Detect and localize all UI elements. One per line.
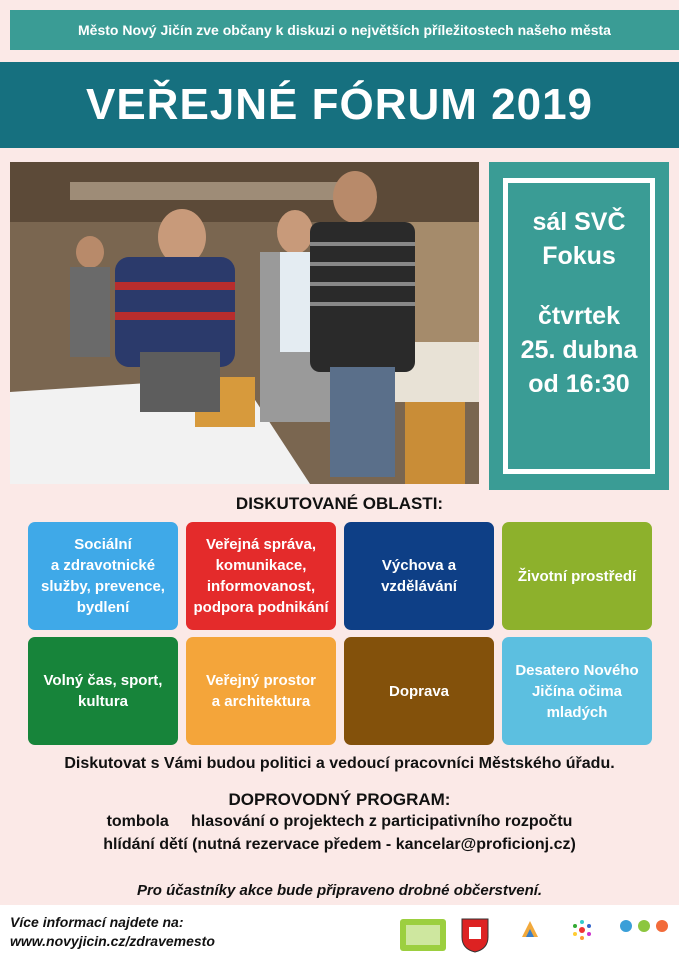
refreshment-note: Pro účastníky akce bude připraveno drobné občerstvení. [136,882,543,899]
venue-place-line1: sál SVČ [532,208,626,236]
event-date: 25. dubna [520,336,638,364]
agenda21-logo [560,917,604,953]
area-tile-3 [344,522,494,630]
proficio-logo [616,917,676,953]
program-item-tombola: tombola [106,813,169,830]
area-tile-1 [28,522,178,630]
program-item-voting: hlasování o projektech z participativního rozpočtu [191,813,573,830]
title-banner [0,62,679,148]
healthy-city-logo [400,919,446,951]
event-day: čtvrtek [538,302,620,330]
venue-box [489,162,669,490]
venue-place-line2: Fokus [542,242,616,270]
program-heading: DOPROVODNÝ PROGRAM: [228,790,451,809]
area-tile-8 [502,637,652,745]
coat-of-arms-logo [460,917,490,953]
area-tile-label: Volný čas, sport, kultura [43,672,163,710]
healthy-cities-alliance-logo [508,917,552,953]
program-line-1 [0,813,679,831]
area-tile-label: Desatero Nového Jičína očima mladých [515,661,639,721]
page-title: VEŘEJNÉ FÓRUM 2019 [85,80,594,129]
areas-heading: DISKUTOVANÉ OBLASTI: [235,494,444,513]
area-tile-5 [28,637,178,745]
footer [0,905,679,960]
area-tile-label: Životní prostředí [517,567,637,585]
event-photo [10,162,479,484]
area-tile-label: Doprava [388,682,450,700]
area-tile-label: Veřejná správa, komunikace, informovanost, podpora podnikání [193,536,329,616]
venue-frame [503,178,655,474]
area-tile-4 [502,522,652,630]
program-item-babysitting: hlídání dětí (nutná rezervace předem - kancelar@proficionj.cz) [103,836,576,853]
area-tile-label: Sociální a zdravotnické služby, prevence, bydlení [41,536,165,616]
area-tile-label: Výchova a vzdělávání [381,557,457,595]
discussion-note: Diskutovat s Vámi budou politici a vedoucí pracovníci Městského úřadu. [64,755,615,772]
area-tile-2 [186,522,336,630]
area-tile-label: Veřejný prostor a architektura [205,672,317,710]
area-tile-6 [186,637,336,745]
area-tile-7 [344,637,494,745]
event-time: od 16:30 [528,370,630,398]
footer-info [10,913,215,951]
website-link[interactable]: www.novyjicin.cz/zdravemesto [10,933,215,949]
more-info-label: Více informací najdete na: [10,914,184,930]
invitation-banner [10,10,679,50]
invitation-text: Město Nový Jičín zve občany k diskuzi o největších příležitostech našeho města [78,22,611,38]
